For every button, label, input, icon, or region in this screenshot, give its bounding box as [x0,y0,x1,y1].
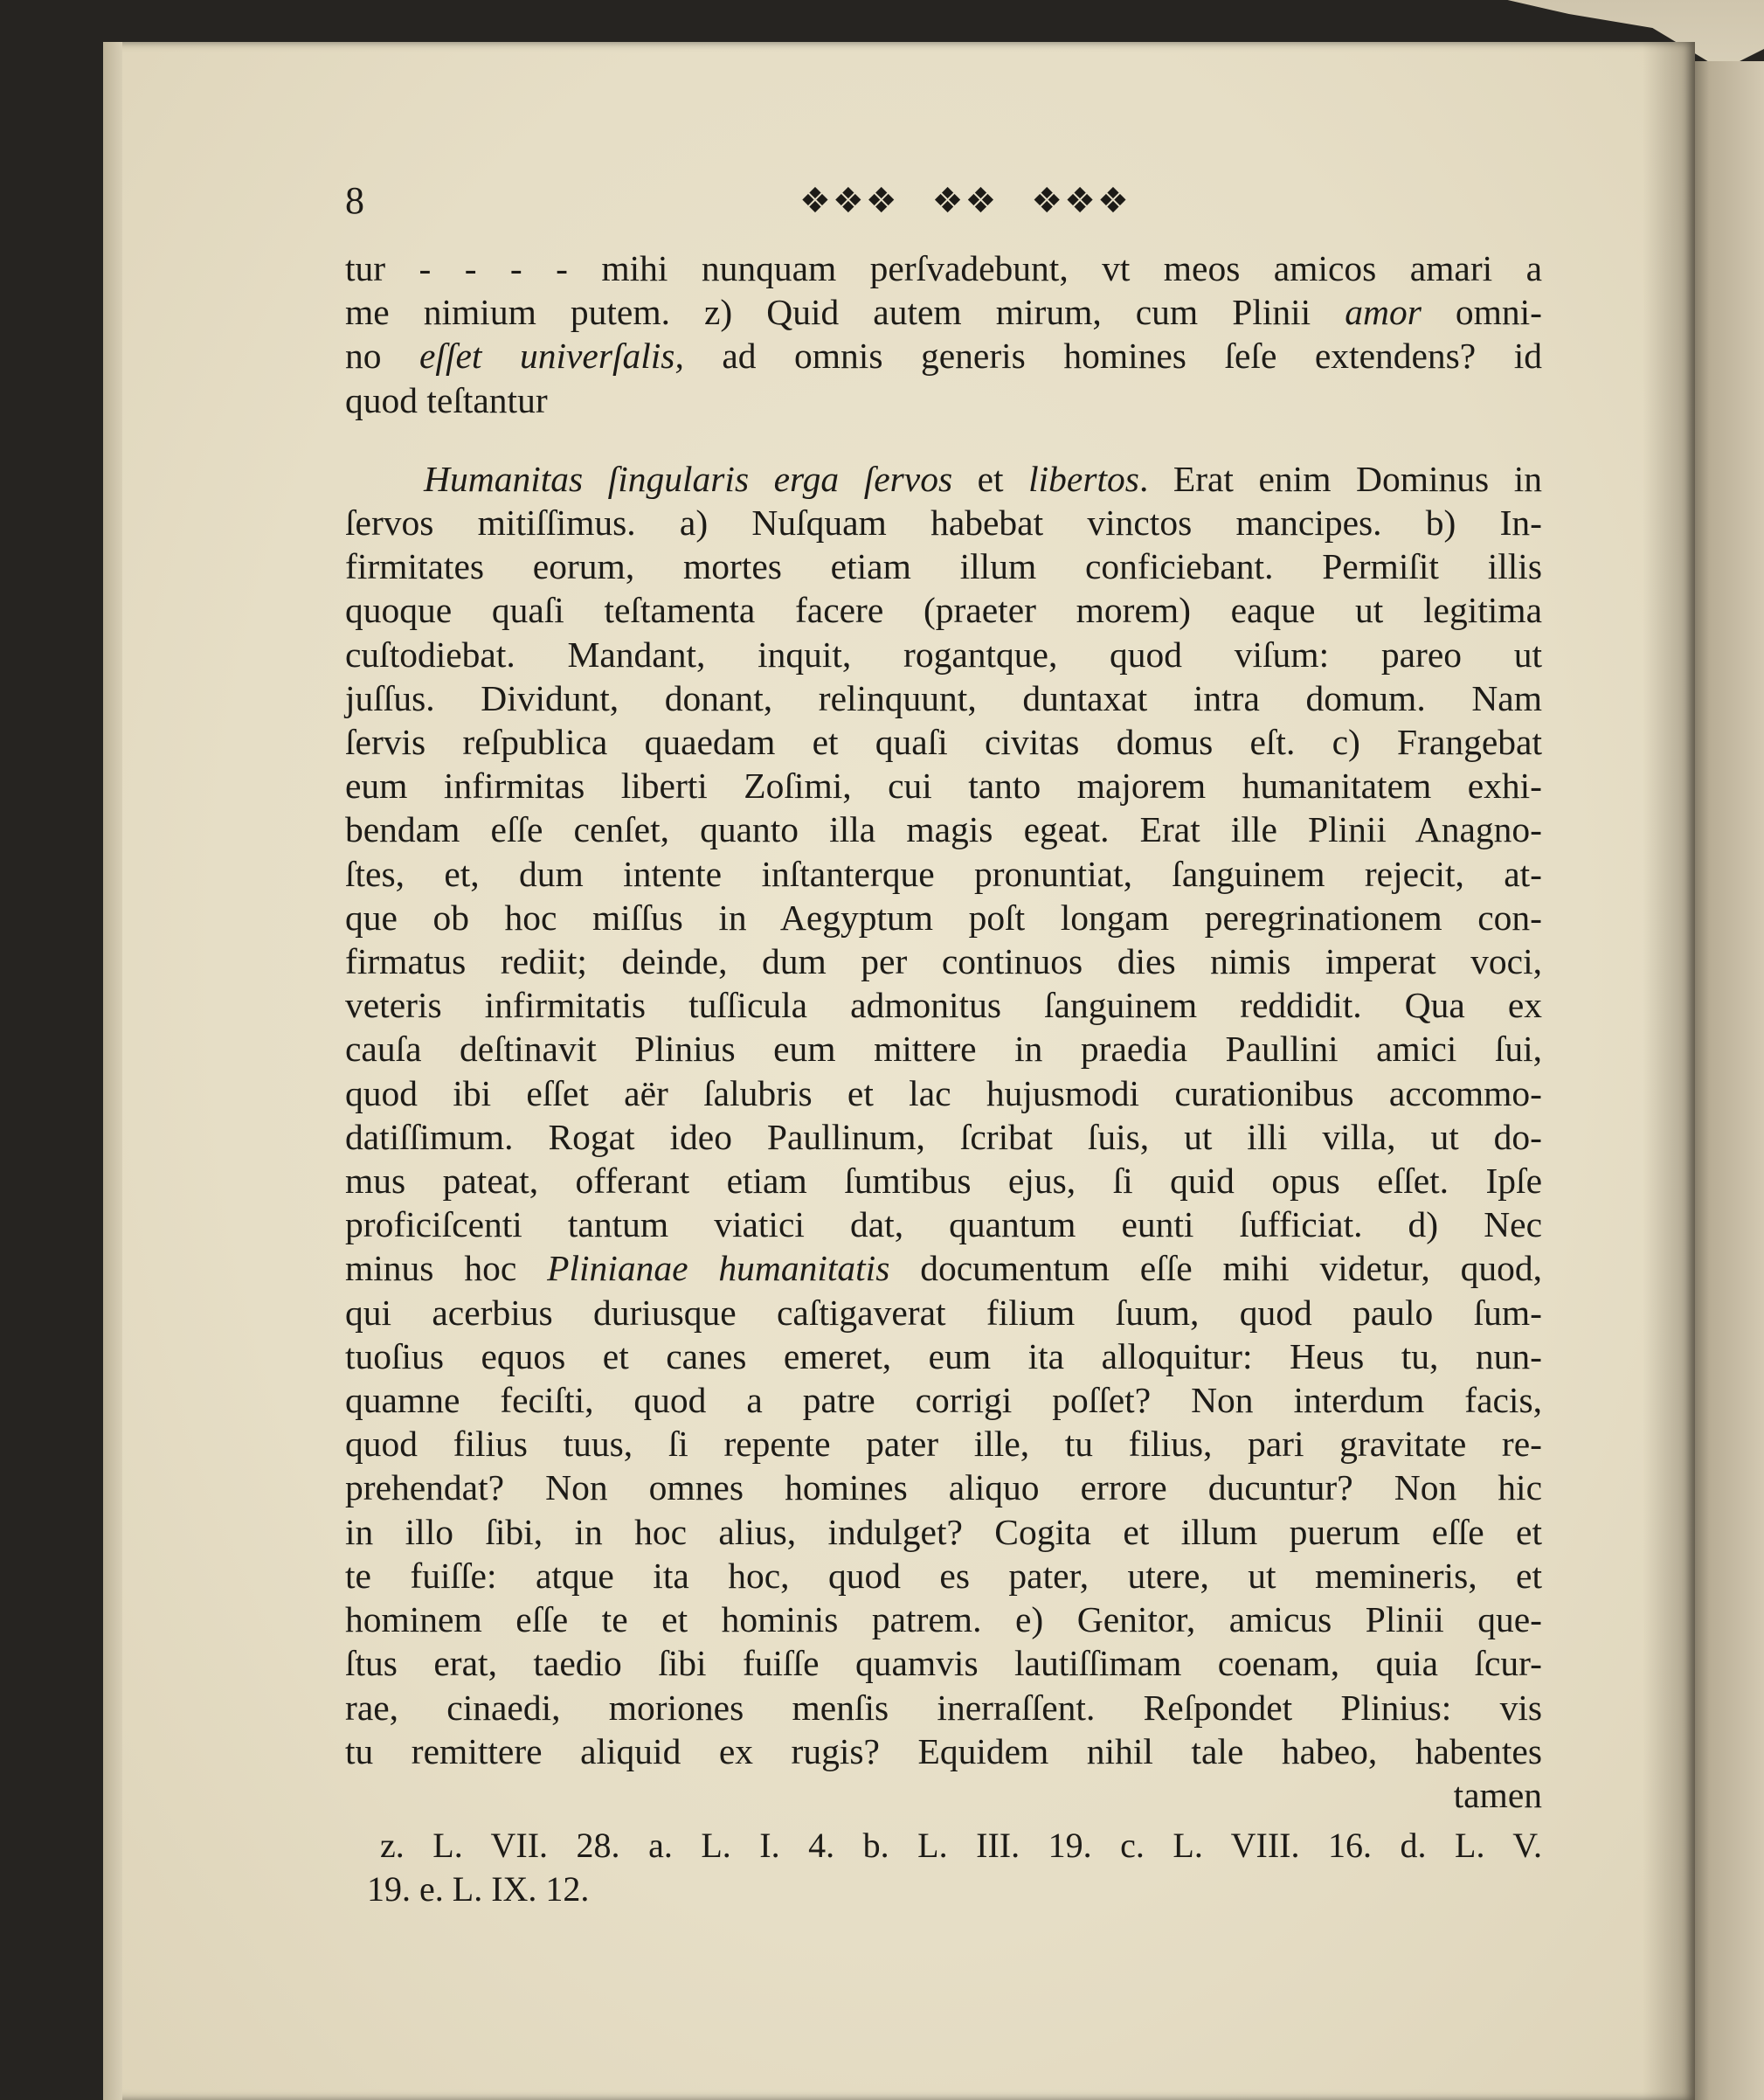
ornament-icon: ❖❖❖ [1031,181,1131,221]
italic-run: amor [1345,292,1422,333]
header-ornament [799,175,1164,227]
catchword: tamen [1453,1774,1542,1815]
text-line [345,334,1542,378]
page-gutter-shadow [1643,42,1695,2100]
text-run: ad omnis generis homines ſeſe extendens? id [683,336,1543,377]
page-content [345,175,1542,1911]
text-line: ſervos mitiſſimus. a) Nuſquam habebat vinctos mancipes. b) In- [345,502,1542,544]
text-line: ſtus erat, taedio ſibi fuiſſe quamvis lautiſſimam coenam, quia ſcur- [345,1643,1542,1684]
text-line [345,290,1542,334]
italic-run: Plinianae humanitatis [547,1248,890,1289]
body-text [345,246,1542,1817]
footnotes [345,1824,1542,1911]
italic-run: Humanitas ſingularis erga ſervos [424,458,953,499]
ornament-icon: ❖❖ [931,181,999,221]
text-run: minus hoc [345,1248,548,1289]
text-line: quamne feciſti, quod a patre corrigi poſſet? Non interdum facis, [345,1380,1542,1421]
footnote-line: z. L. VII. 28. a. L. I. 4. b. L. III. 19. c. L. VIII. 16. d. L. V. [380,1826,1542,1866]
text-line [345,1246,1542,1290]
text-line: que ob hoc miſſus in Aegyptum poſt longam peregrinationem con- [345,897,1542,938]
text-run: documentum eſſe mihi videtur, quod, [889,1248,1542,1289]
text-line: firmitates eorum, mortes etiam illum conficiebant. Permiſit illis [345,546,1542,587]
footnote-line: 19. e. L. IX. 12. [367,1869,590,1909]
text-line: hominem eſſe te et hominis patrem. e) Genitor, amicus Plinii que- [345,1599,1542,1640]
text-line: proficiſcenti tantum viatici dat, quantum eunti ſufficiat. d) Nec [345,1204,1542,1245]
text-line: quod ibi eſſet aër ſalubris et lac hujusmodi curationibus accommo- [345,1072,1542,1113]
text-run: et [952,458,1029,499]
text-line: prehendat? Non omnes homines aliquo errore ducuntur? Non hic [345,1467,1542,1508]
page-stack-edge [103,42,122,2100]
text-line: datiſſimum. Rogat ideo Paullinum, ſcribat ſuis, ut illi villa, ut do- [345,1116,1542,1157]
text-line: veteris infirmitatis tuſſicula admonitus ſanguinem reddidit. Qua ex [345,985,1542,1026]
text-line: quoque quaſi teſtamenta facere (praeter morem) eaque ut legitima [345,590,1542,631]
text-line: tuoſius equos et canes emeret, eum ita alloquitur: Heus tu, nun- [345,1335,1542,1376]
text-line: firmatus rediit; deinde, dum per continuos dies nimis imperat voci, [345,941,1542,982]
text-line: cauſa deſtinavit Plinius eum mittere in praedia Paullini amici ſui, [345,1029,1542,1070]
text-line: rae, cinaedi, moriones menſis inerraſſent. Reſpondet Plinius: vis [345,1687,1542,1728]
text-line: qui acerbius duriusque caſtigaverat filium ſuum, quod paulo ſum- [345,1292,1542,1333]
text-line: quod teſtantur [345,379,548,420]
text-run: me nimium putem. z) Quid autem mirum, cum Plinii [345,292,1345,333]
text-line: te fuiſſe: atque ita hoc, quod es pater, utere, ut memineris, et [345,1555,1542,1596]
text-line: quod filius tuus, ſi repente pater ille, tu filius, pari gravitate re- [345,1424,1542,1465]
text-line: bendam eſſe cenſet, quanto illa magis egeat. Erat ille Plinii Anagno- [345,809,1542,850]
text-line: ſervis reſpublica quaedam et quaſi civitas domus eſt. c) Frangebat [345,722,1542,763]
text-line: mus pateat, offerant etiam ſumtibus ejus, ſi quid opus eſſet. Ipſe [345,1161,1542,1202]
text-line: tur - - - - mihi nunquam perſvadebunt, vt meos amicos amari a [345,248,1542,288]
text-line: juſſus. Dividunt, donant, relinquunt, duntaxat intra domum. Nam [345,677,1542,718]
text-line: tu remittere aliquid ex rugis? Equidem nihil tale habeo, habentes [345,1730,1542,1771]
paragraph-gap [345,422,1542,457]
text-line: ſtes, et, dum intente inſtanterque pronuntiat, ſanguinem rejecit, at- [345,853,1542,894]
text-line: in illo ſibi, in hoc alius, indulget? Cogita et illum puerum eſſe et [345,1511,1542,1552]
page-header [345,175,1542,227]
text-run: . Erat enim Dominus in [1138,458,1542,499]
italic-run: eſſet univerſalis, [419,336,684,377]
page-number: 8 [345,179,364,222]
text-run: no [345,336,420,377]
italic-run: libertos [1028,458,1139,499]
text-line: cuſtodiebat. Mandant, inquit, rogantque, quod viſum: pareo ut [345,634,1542,675]
ornament-icon: ❖❖❖ [799,181,899,221]
text-line [345,457,1542,501]
facing-page-edge [1686,61,1764,2100]
text-line: eum infirmitas liberti Zoſimi, cui tanto majorem humanitatem exhi- [345,766,1542,807]
text-run: omni- [1421,292,1542,333]
